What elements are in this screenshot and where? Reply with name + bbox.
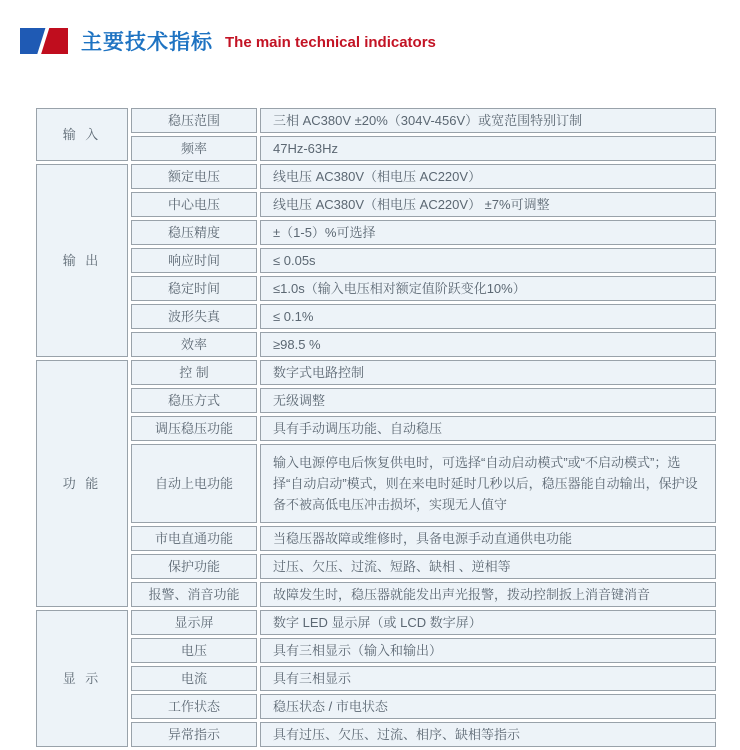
table-row (36, 722, 716, 747)
value-cell: 线电压 AC380V（相电压 AC220V） (260, 164, 716, 189)
value-cell: 无级调整 (260, 388, 716, 413)
param-cell: 保护功能 (131, 554, 257, 579)
param-cell: 效率 (131, 332, 257, 357)
value-cell: 具有三相显示（输入和输出） (260, 638, 716, 663)
param-cell: 显示屏 (131, 610, 257, 635)
table-row (36, 304, 716, 329)
param-cell: 控 制 (131, 360, 257, 385)
value-cell: 数字式电路控制 (260, 360, 716, 385)
param-cell: 响应时间 (131, 248, 257, 273)
table-row (36, 666, 716, 691)
value-cell: 当稳压器故障或维修时，具备电源手动直通供电功能 (260, 526, 716, 551)
param-cell: 异常指示 (131, 722, 257, 747)
table-row (36, 360, 716, 385)
param-cell: 稳压精度 (131, 220, 257, 245)
table-row (36, 192, 716, 217)
value-cell: ≥98.5 % (260, 332, 716, 357)
table-row (36, 164, 716, 189)
value-cell: 故障发生时，稳压器就能发出声光报警，拨动控制扳上消音键消音 (260, 582, 716, 607)
page-title-chinese: 主要技术指标 (81, 31, 213, 54)
param-cell: 稳定时间 (131, 276, 257, 301)
table-row (36, 638, 716, 663)
param-cell: 频率 (131, 136, 257, 161)
table-row (36, 136, 716, 161)
param-cell: 中心电压 (131, 192, 257, 217)
table-row (36, 582, 716, 607)
table-row (36, 388, 716, 413)
param-cell: 报警、消音功能 (131, 582, 257, 607)
table-row (36, 332, 716, 357)
spec-table (33, 105, 719, 750)
param-cell: 市电直通功能 (131, 526, 257, 551)
category-cell-function: 功 能 (36, 360, 128, 607)
page-title-english: The main technical indicators (225, 34, 436, 51)
section-header (20, 26, 436, 56)
table-row (36, 444, 716, 523)
param-cell: 电流 (131, 666, 257, 691)
table-row (36, 694, 716, 719)
param-cell: 自动上电功能 (131, 444, 257, 523)
brand-flag-icon (20, 28, 68, 54)
param-cell: 波形失真 (131, 304, 257, 329)
value-cell-multiline: 输入电源停电后恢复供电时，可选择“自动启动模式”或“不启动模式”；选择“自动启动”模式，则在来电时延时几秒以后，稳压器能自动输出，保护设备不被高低电压冲击损坏，实现无人值守 (260, 444, 716, 523)
param-cell: 稳压方式 (131, 388, 257, 413)
table-row (36, 108, 716, 133)
table-row (36, 220, 716, 245)
param-cell: 工作状态 (131, 694, 257, 719)
param-cell: 调压稳压功能 (131, 416, 257, 441)
param-cell: 电压 (131, 638, 257, 663)
table-row (36, 416, 716, 441)
param-cell: 稳压范围 (131, 108, 257, 133)
value-cell: 具有手动调压功能、自动稳压 (260, 416, 716, 441)
value-cell: 线电压 AC380V（相电压 AC220V） ±7%可调整 (260, 192, 716, 217)
value-cell: ≤1.0s（输入电压相对额定值阶跃变化10%） (260, 276, 716, 301)
table-row (36, 554, 716, 579)
category-cell-output: 输 出 (36, 164, 128, 357)
category-cell-display: 显 示 (36, 610, 128, 747)
value-cell: 稳压状态 / 市电状态 (260, 694, 716, 719)
param-cell: 额定电压 (131, 164, 257, 189)
table-row (36, 526, 716, 551)
table-row (36, 276, 716, 301)
table-row (36, 610, 716, 635)
value-cell: 具有过压、欠压、过流、相序、缺相等指示 (260, 722, 716, 747)
value-cell: 过压、欠压、过流、短路、缺相 、逆相等 (260, 554, 716, 579)
value-cell: 具有三相显示 (260, 666, 716, 691)
value-cell: ±（1-5）%可选择 (260, 220, 716, 245)
value-cell: ≤ 0.05s (260, 248, 716, 273)
value-cell: ≤ 0.1% (260, 304, 716, 329)
value-cell: 数字 LED 显示屏（或 LCD 数字屏） (260, 610, 716, 635)
table-row (36, 248, 716, 273)
value-cell: 三相 AC380V ±20%（304V-456V）或宽范围特别订制 (260, 108, 716, 133)
value-cell: 47Hz-63Hz (260, 136, 716, 161)
category-cell-input: 输 入 (36, 108, 128, 161)
